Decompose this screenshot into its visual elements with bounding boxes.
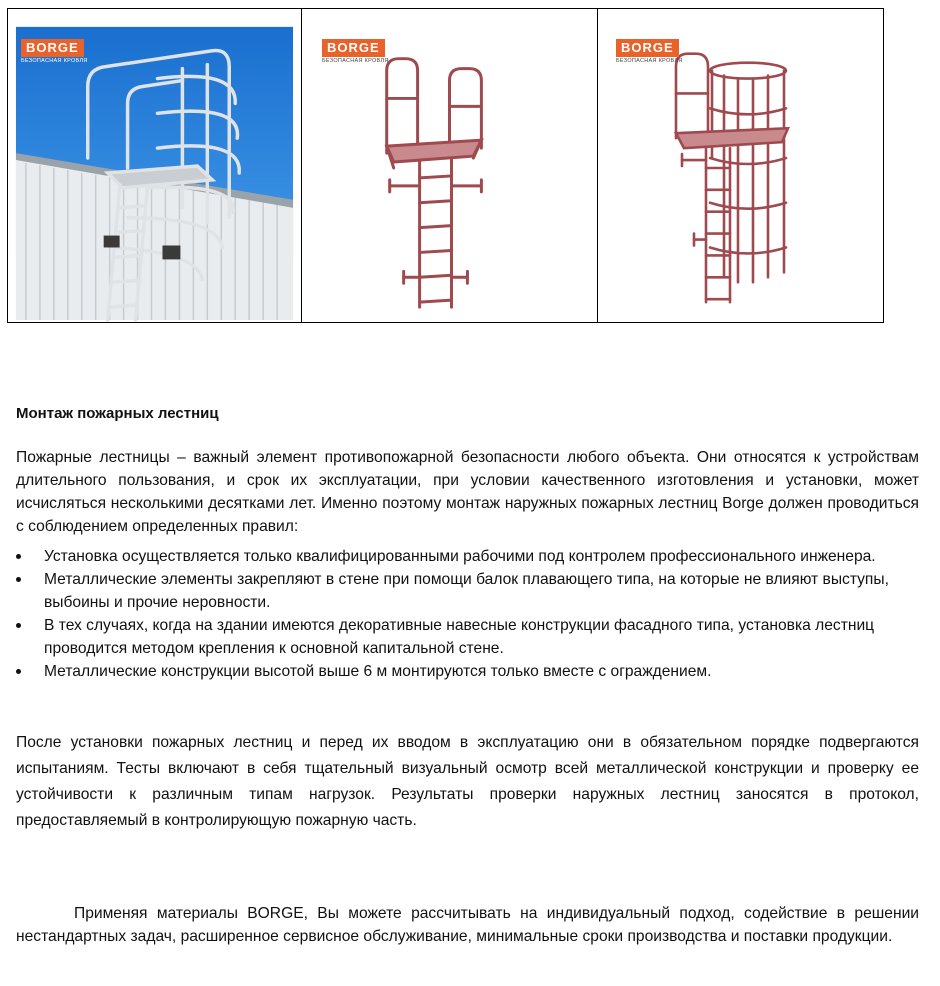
intro-paragraph: Пожарные лестницы – важный элемент противопожарной безопасности любого объекта. Они относятся к устройствам длительного пользования, и срок их эксплуатации, при условии качественного изготовления и установки, может исчисляться несколькими десятками лет. Именно поэтому монтаж наружных пожарных лестниц Borge должен проводиться с соблюдением определенных правил:: [16, 449, 919, 535]
logo-subtitle: БЕЗОПАСНАЯ КРОВЛЯ: [21, 58, 88, 64]
borge-logo: [322, 39, 389, 64]
logo-text: BORGE: [616, 39, 679, 57]
red-ladder-straight: [302, 9, 598, 322]
section-heading: Монтаж пожарных лестниц: [16, 405, 219, 422]
testing-paragraph: После установки пожарных лестниц и перед их вводом в эксплуатацию они в обязательном порядке подвергаются испытаниям. Тесты включают в себя тщательный визуальный осмотр всей металлической конструкции и проверку ее устойчивости к различным типам нагрузок. Результаты проверки наружных лестниц заносятся в протокол, предоставляемый в контролирующую пожарную часть.: [16, 734, 919, 829]
galvanized-ladder-photo: [8, 9, 302, 322]
list-item: Металлические конструкции высотой выше 6 м монтируются только вместе с ограждением.: [16, 660, 919, 683]
logo-text: BORGE: [322, 39, 385, 57]
logo-subtitle: БЕЗОПАСНАЯ КРОВЛЯ: [616, 58, 683, 64]
list-item: Установка осуществляется только квалифицированными рабочими под контролем профессионального инженера.: [16, 545, 919, 568]
logo-subtitle: БЕЗОПАСНАЯ КРОВЛЯ: [322, 58, 389, 64]
list-item: Металлические элементы закрепляют в стене при помощи балок плавающего типа, на которые не влияют выступы, выбоины и прочие неровности.: [16, 568, 919, 614]
borge-logo: [21, 39, 88, 64]
borge-logo: [616, 39, 683, 64]
closing-paragraph: Применяя материалы BORGE, Вы можете рассчитывать на индивидуальный подход, содействие в решении нестандартных задач, расширенное сервисное обслуживание, минимальные сроки производства и поставки продукции.: [16, 905, 919, 945]
red-ladder-with-cage: [598, 9, 883, 322]
logo-text: BORGE: [21, 39, 84, 57]
installation-rules-list: [16, 545, 919, 683]
product-image-strip: [7, 8, 884, 323]
list-item: В тех случаях, когда на здании имеются декоративные навесные конструкции фасадного типа, установка лестниц проводится методом крепления к основной капитальной стене.: [16, 614, 919, 660]
